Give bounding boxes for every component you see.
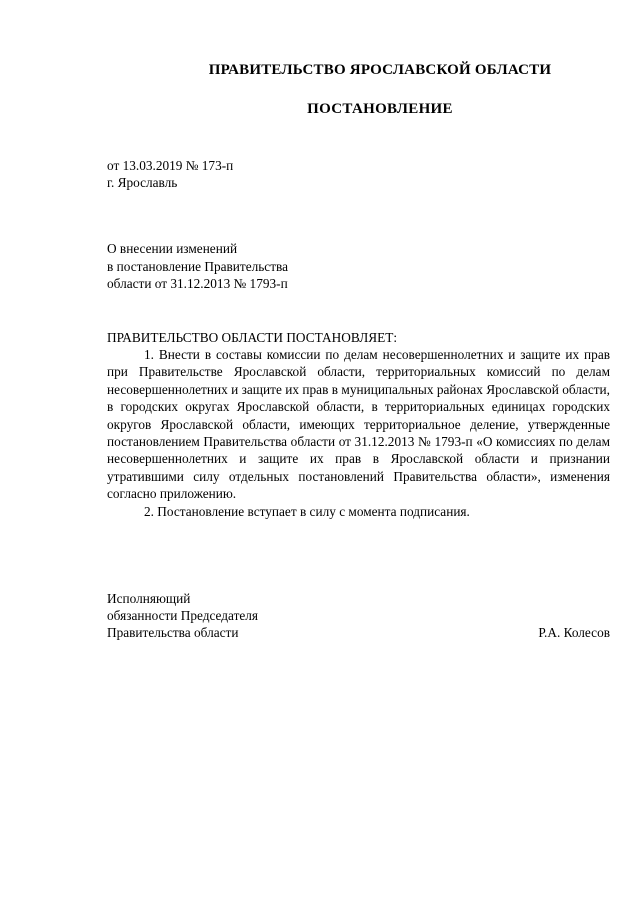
signatory-position <box>107 590 258 641</box>
date-number: от 13.03.2019 № 173-п <box>107 158 234 173</box>
signatory-line: обязанности Председателя <box>107 608 259 623</box>
document-subject <box>107 240 288 293</box>
signatory-line: Правительства области <box>107 625 239 640</box>
document-body <box>107 346 610 520</box>
document-type-title: ПОСТАНОВЛЕНИЕ <box>307 101 453 117</box>
signer-name: Р.А. Колесов <box>538 625 610 640</box>
organization-title: ПРАВИТЕЛЬСТВО ЯРОСЛАВСКОЙ ОБЛАСТИ <box>208 62 552 78</box>
body-paragraph-1: 1. Внести в составы комиссии по делам несовершеннолетних и защите их прав при Правительстве Ярославской области, территориальных комиссий по делам несовершеннолетних и защите их прав в муниципальных районах Ярославской области, в городских округах Ярославской области, в территориальных единицах городских округов Ярославской области, имеющих территориальное деление, утвержденные постановлением Правительства области от 31.12.2013 № 1793-п «О комиссиях по делам несовершеннолетних и защите их прав в Ярославской области и признании утратившими силу отдельных постановлений Правительства области», изменения согласно приложению. <box>107 347 610 502</box>
signatory-line: Исполняющий <box>107 591 191 606</box>
city: г. Ярославль <box>107 175 178 190</box>
resolution-heading: ПРАВИТЕЛЬСТВО ОБЛАСТИ ПОСТАНОВЛЯЕТ: <box>107 330 398 345</box>
subject-line: области от 31.12.2013 № 1793-п <box>107 276 288 291</box>
document-meta <box>107 157 233 191</box>
body-paragraph-2: 2. Постановление вступает в силу с момента подписания. <box>144 503 470 519</box>
subject-line: в постановление Правительства <box>107 258 289 274</box>
subject-line: О внесении изменений <box>107 241 238 256</box>
